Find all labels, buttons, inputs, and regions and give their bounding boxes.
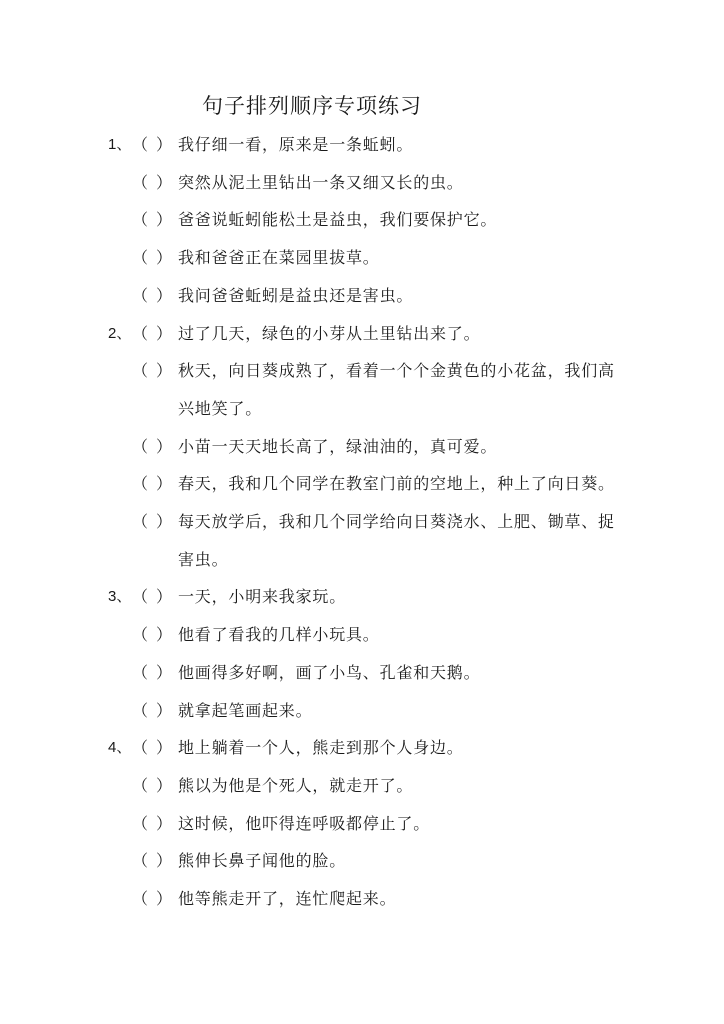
group-number <box>108 692 132 730</box>
group-number <box>108 428 132 466</box>
paren-close: ） <box>156 662 173 682</box>
paren-open: （ <box>132 775 149 795</box>
sentence-item <box>108 315 618 353</box>
sentence-text: 他看了看我的几样小玩具。 <box>178 625 380 645</box>
sentence-text: 过了几天，绿色的小芽从土里钻出来了。 <box>178 323 481 343</box>
paren-close: ） <box>156 210 173 230</box>
group-number <box>108 239 132 277</box>
sentence-item <box>108 239 618 277</box>
group-number <box>108 805 132 843</box>
paren-open: （ <box>132 135 149 154</box>
paren-close: ） <box>156 248 173 268</box>
group-number: 2、 <box>108 324 132 342</box>
paren-close: ） <box>156 361 173 381</box>
paren-open: （ <box>132 587 149 607</box>
paren-close: ） <box>156 512 173 532</box>
sentence-text: 他画得多好啊，画了小鸟、孔雀和天鹅。 <box>178 662 481 682</box>
paren-open: （ <box>132 813 149 833</box>
paren-close: ） <box>156 436 173 456</box>
paren-close: ） <box>156 135 173 154</box>
sentence-text: 秋天，向日葵成熟了，看着一个个金黄色的小花盆，我们高兴地笑了。 <box>178 361 615 418</box>
sentence-item <box>108 842 618 880</box>
sentence-text: 这时候，他吓得连呼吸都停止了。 <box>178 813 431 833</box>
sentence-text: 我问爸爸蚯蚓是益虫还是害虫。 <box>178 285 414 305</box>
page-title <box>0 90 724 120</box>
paren-open: （ <box>132 210 149 230</box>
order-answer-blank[interactable] <box>132 239 178 277</box>
paren-close: ） <box>156 323 173 343</box>
sentence-text: 每天放学后，我和几个同学给向日葵浇水、上肥、锄草、捉害虫。 <box>178 512 615 569</box>
paren-open: （ <box>132 851 149 871</box>
sentence-text: 他等熊走开了，连忙爬起来。 <box>178 889 397 909</box>
order-answer-blank[interactable] <box>132 352 178 427</box>
group-number <box>108 465 132 503</box>
paren-open: （ <box>132 361 149 381</box>
order-answer-blank[interactable] <box>132 126 178 164</box>
paren-open: （ <box>132 738 149 758</box>
sentence-text: 爸爸说蚯蚓能松土是益虫，我们要保护它。 <box>178 210 498 230</box>
sentence-item <box>108 465 618 503</box>
sentence-text: 突然从泥土里钻出一条又细又长的虫。 <box>178 172 464 192</box>
paren-close: ） <box>156 172 173 192</box>
exercise-list <box>108 126 618 918</box>
sentence-item <box>108 126 618 164</box>
group-number: 1、 <box>108 136 132 153</box>
paren-close: ） <box>156 851 173 871</box>
paren-open: （ <box>132 172 149 192</box>
paren-open: （ <box>132 625 149 645</box>
sentence-item <box>108 428 618 466</box>
paren-close: ） <box>156 889 173 909</box>
sentence-text: 熊以为他是个死人，就走开了。 <box>178 775 414 795</box>
paren-open: （ <box>132 323 149 343</box>
sentence-item <box>108 692 618 730</box>
group-number <box>108 352 132 427</box>
page-title-text: 句子排列顺序专项练习 <box>202 94 422 118</box>
sentence-item <box>108 503 618 578</box>
order-answer-blank[interactable] <box>132 842 178 880</box>
order-answer-blank[interactable] <box>132 503 178 578</box>
group-number <box>108 654 132 692</box>
paren-open: （ <box>132 700 149 720</box>
sentence-text: 地上躺着一个人，熊走到那个人身边。 <box>178 738 464 758</box>
sentence-text: 我仔细一看，原来是一条蚯蚓。 <box>178 135 414 154</box>
sentence-item <box>108 352 618 427</box>
paren-close: ） <box>156 587 173 607</box>
sentence-item <box>108 277 618 315</box>
order-answer-blank[interactable] <box>132 880 178 918</box>
sentence-text: 春天，我和几个同学在教室门前的空地上，种上了向日葵。 <box>178 474 615 494</box>
sentence-item <box>108 805 618 843</box>
paren-close: ） <box>156 813 173 833</box>
paren-open: （ <box>132 889 149 909</box>
order-answer-blank[interactable] <box>132 767 178 805</box>
sentence-item <box>108 616 618 654</box>
paren-open: （ <box>132 512 149 532</box>
paren-close: ） <box>156 285 173 305</box>
order-answer-blank[interactable] <box>132 692 178 730</box>
sentence-text: 熊伸长鼻子闻他的脸。 <box>178 851 347 871</box>
group-number <box>108 616 132 654</box>
sentence-item <box>108 201 618 239</box>
sentence-item <box>108 654 618 692</box>
group-number: 3、 <box>108 588 132 606</box>
order-answer-blank[interactable] <box>132 315 178 353</box>
paren-close: ） <box>156 474 173 494</box>
sentence-item <box>108 767 618 805</box>
order-answer-blank[interactable] <box>132 654 178 692</box>
paren-open: （ <box>132 474 149 494</box>
group-number <box>108 503 132 578</box>
order-answer-blank[interactable] <box>132 616 178 654</box>
order-answer-blank[interactable] <box>132 578 178 616</box>
order-answer-blank[interactable] <box>132 729 178 767</box>
sentence-item <box>108 729 618 767</box>
paren-close: ） <box>156 625 173 645</box>
order-answer-blank[interactable] <box>132 164 178 202</box>
order-answer-blank[interactable] <box>132 277 178 315</box>
paren-close: ） <box>156 775 173 795</box>
sentence-text: 我和爸爸正在菜园里拔草。 <box>178 248 380 268</box>
group-number <box>108 767 132 805</box>
group-number <box>108 880 132 918</box>
order-answer-blank[interactable] <box>132 201 178 239</box>
paren-open: （ <box>132 662 149 682</box>
group-number <box>108 842 132 880</box>
sentence-item <box>108 880 618 918</box>
sentence-item <box>108 578 618 616</box>
order-answer-blank[interactable] <box>132 465 178 503</box>
sentence-item <box>108 164 618 202</box>
group-number: 4、 <box>108 739 132 757</box>
sentence-text: 小苗一天天地长高了，绿油油的，真可爱。 <box>178 436 498 456</box>
paren-open: （ <box>132 248 149 268</box>
group-number <box>108 201 132 239</box>
order-answer-blank[interactable] <box>132 805 178 843</box>
paren-close: ） <box>156 700 173 720</box>
group-number <box>108 277 132 315</box>
sentence-text: 一天，小明来我家玩。 <box>178 587 347 607</box>
paren-close: ） <box>156 738 173 758</box>
order-answer-blank[interactable] <box>132 428 178 466</box>
group-number <box>108 164 132 202</box>
sentence-text: 就拿起笔画起来。 <box>178 700 313 720</box>
paren-open: （ <box>132 285 149 305</box>
paren-open: （ <box>132 436 149 456</box>
